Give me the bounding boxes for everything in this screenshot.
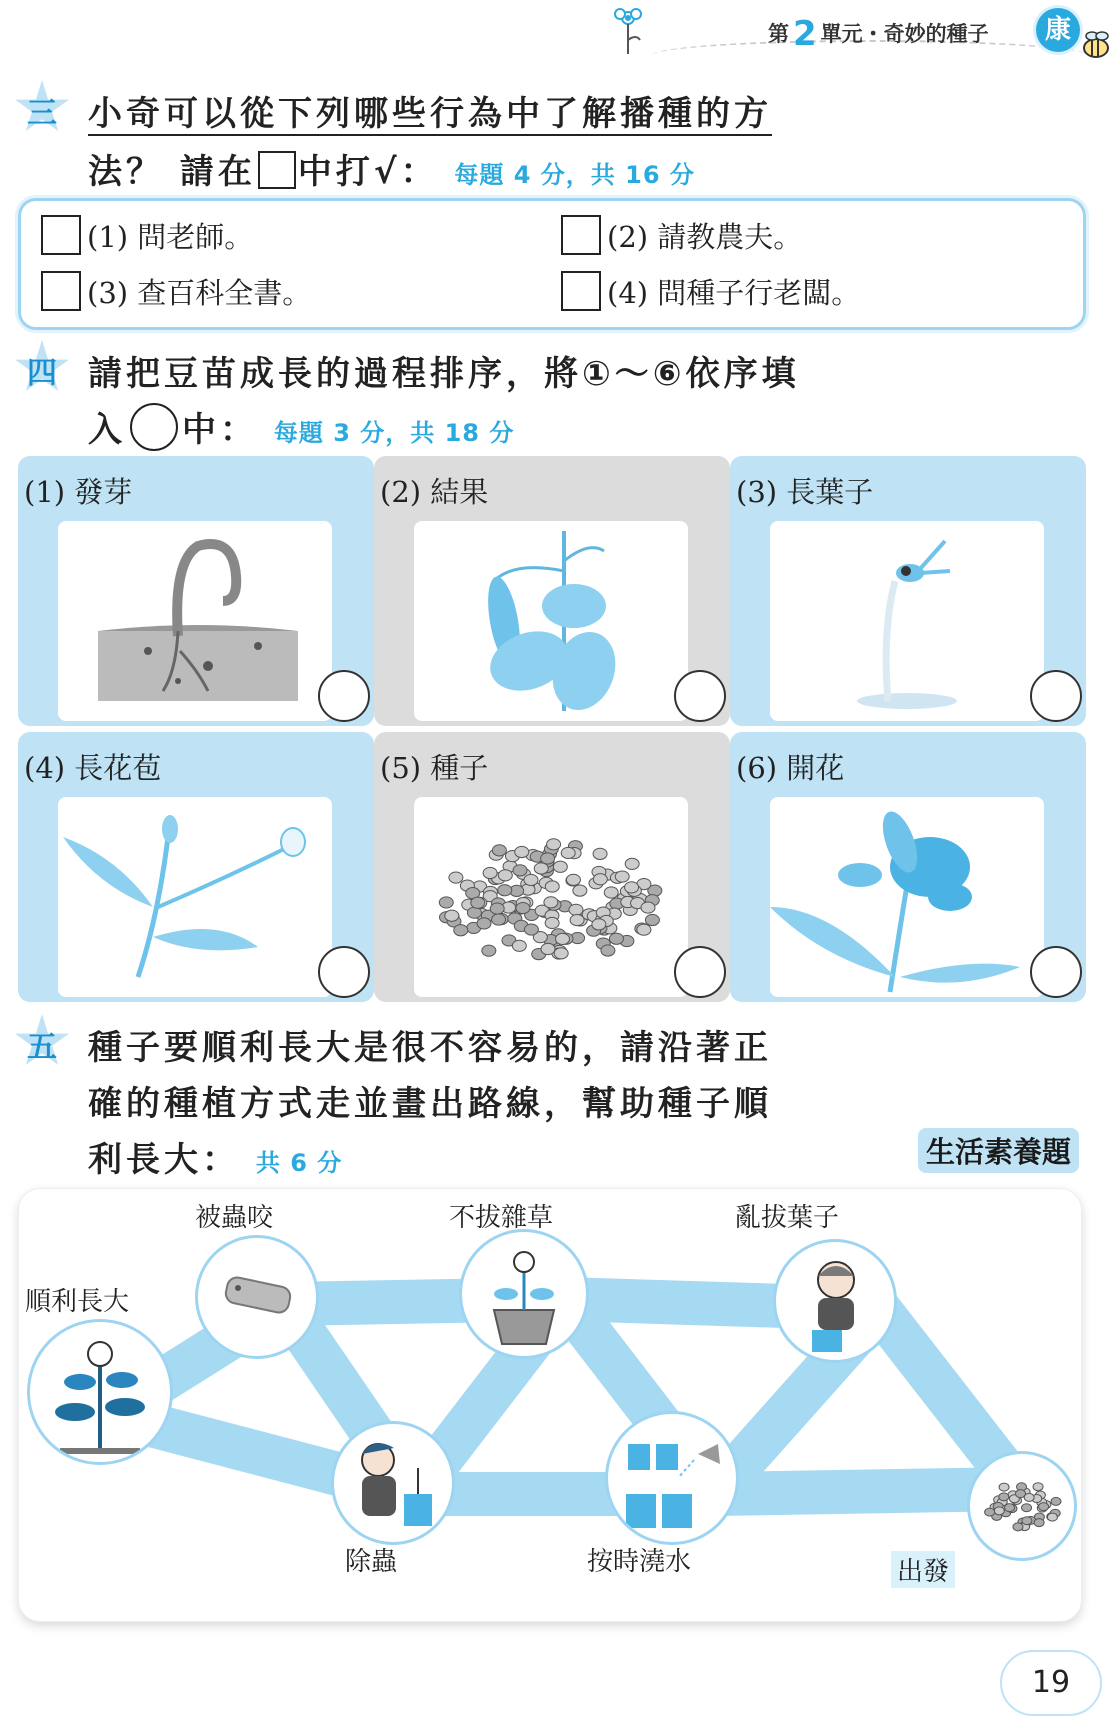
literacy-badge: 生活素養題 — [918, 1128, 1079, 1173]
seed-shape — [541, 943, 555, 954]
question-text-line: 法？ 請在 中打√： 每題 4 分，共 16 分 — [88, 152, 695, 192]
seed-shape — [541, 853, 555, 864]
seed-shape — [492, 845, 506, 856]
question-text-line: 入 中： 每題 3 分，共 18 分 — [88, 402, 514, 451]
answer-checkbox[interactable] — [561, 271, 601, 311]
unit-title: 第 2 單元・奇妙的種子 — [768, 14, 989, 54]
seed-shape — [593, 848, 607, 859]
answer-checkbox[interactable] — [41, 271, 81, 311]
start-label: 出發 — [891, 1551, 955, 1588]
seed-shape — [512, 940, 526, 951]
seed-shape — [999, 1493, 1009, 1501]
node-label: 順利長大 — [25, 1287, 130, 1317]
seed-shape — [556, 933, 570, 944]
seed-shape — [498, 870, 512, 881]
seed-shape — [1039, 1503, 1049, 1511]
node-start[interactable] — [967, 1451, 1077, 1561]
stage-card-sprout — [18, 456, 374, 726]
seed-shape — [994, 1507, 1004, 1515]
stage-label: (3) 長葉子 — [736, 475, 874, 509]
seed-shape — [513, 865, 527, 876]
seed-shape — [545, 917, 559, 928]
seed-shape — [1024, 1493, 1034, 1501]
node-label: 除蟲 — [345, 1547, 398, 1577]
seed-shape — [604, 887, 618, 898]
seed-shape — [625, 858, 639, 869]
score-note: 每題 4 分，共 16 分 — [454, 161, 695, 189]
stage-label: (5) 種子 — [380, 751, 489, 785]
seed-shape — [561, 847, 575, 858]
question-text-line: 種子要順利長大是很不容易的，請沿著正 — [88, 1028, 772, 1068]
stage-card-bud — [18, 732, 374, 1002]
seed-shape — [498, 885, 512, 896]
seed-shape — [1034, 1519, 1044, 1527]
seed-shape — [1047, 1513, 1057, 1521]
seed-shape — [554, 948, 568, 959]
seed-shape — [490, 903, 504, 914]
node-pull-leaves[interactable] — [773, 1239, 897, 1363]
stage-label: (2) 結果 — [380, 475, 489, 509]
seed-shape — [566, 874, 580, 885]
seed-shape — [593, 874, 607, 885]
node-grow-well[interactable] — [27, 1319, 173, 1465]
seed-shape — [483, 867, 497, 878]
section-number: 五 — [27, 1030, 57, 1065]
seed-shape — [547, 839, 561, 850]
bee-icon — [1078, 28, 1116, 62]
seed-shape — [601, 945, 615, 956]
answer-checkbox[interactable] — [561, 215, 601, 255]
stage-label: (6) 開花 — [736, 751, 845, 785]
seed-shape — [553, 861, 567, 872]
seed-shape — [454, 925, 468, 936]
seed-shape — [534, 863, 548, 874]
seed-shape — [449, 872, 463, 883]
seed-shape — [492, 914, 506, 925]
seed-shape — [1051, 1497, 1061, 1505]
node-label: 亂拔葉子 — [735, 1203, 840, 1233]
question-text-line: 小奇可以從下列哪些行為中了解播種的方 — [88, 94, 772, 134]
seed-shape — [573, 885, 587, 896]
seed-shape — [569, 904, 583, 915]
seed-pile-illustration — [414, 797, 688, 997]
answer-circle[interactable] — [1030, 946, 1082, 998]
seed-shape — [570, 914, 584, 925]
answer-circle[interactable] — [674, 946, 726, 998]
stage-card-fruit — [374, 456, 730, 726]
stage-label: (4) 長花苞 — [24, 751, 162, 785]
question-text-line: 請把豆苗成長的過程排序，將①～⑥依序填 — [88, 354, 800, 394]
stage-card-bloom — [730, 732, 1086, 1002]
bean-pod-illustration — [414, 521, 688, 721]
flower-bud-illustration — [58, 797, 332, 997]
seed-shape — [524, 924, 538, 935]
seed-shape — [609, 933, 623, 944]
flower-icon — [606, 4, 650, 56]
question-text-line: 利長大： 共 6 分 — [88, 1140, 343, 1180]
section-number: 三 — [27, 96, 57, 131]
option-item: (2) 請教農夫。 — [561, 215, 802, 256]
node-remove-bugs[interactable] — [331, 1421, 455, 1545]
seed-shape — [515, 846, 529, 857]
option-item: (4) 問種子行老闆。 — [561, 271, 860, 312]
answer-circle[interactable] — [318, 670, 370, 722]
seed-shape — [999, 1483, 1009, 1491]
section-number: 四 — [27, 356, 57, 391]
node-water-on-time[interactable] — [605, 1411, 739, 1545]
seed-shape — [1033, 1483, 1043, 1491]
seed-shape — [985, 1508, 995, 1516]
seed-shape — [1013, 1523, 1023, 1531]
answer-circle[interactable] — [318, 946, 370, 998]
seed-shape — [477, 918, 491, 929]
option-item: (3) 查百科全書。 — [41, 271, 311, 312]
seed-shape — [471, 897, 485, 908]
seed-shape — [439, 897, 453, 908]
seedling-illustration — [770, 521, 1044, 721]
stage-card-seed — [374, 732, 730, 1002]
seed-shape — [625, 882, 639, 893]
answer-circle[interactable] — [674, 670, 726, 722]
answer-checkbox[interactable] — [41, 215, 81, 255]
node-label: 不拔雜草 — [449, 1203, 554, 1233]
seed-shape — [1022, 1504, 1032, 1512]
blooming-flower-illustration — [770, 797, 1044, 997]
option-item: (1) 問老師。 — [41, 215, 253, 256]
inline-circle-sample — [130, 403, 178, 451]
seed-shape — [1005, 1504, 1015, 1512]
seed-shape — [637, 924, 651, 935]
seed-shape — [445, 910, 459, 921]
page-number: 19 — [1000, 1650, 1102, 1716]
seed-shape — [645, 914, 659, 925]
seed-shape — [524, 874, 538, 885]
score-note: 共 6 分 — [255, 1149, 343, 1177]
options-panel — [18, 198, 1086, 330]
seed-shape — [615, 871, 629, 882]
seed-shape — [545, 881, 559, 892]
edition-badge: 康 — [1036, 8, 1080, 52]
node-label: 按時澆水 — [587, 1547, 692, 1577]
question-text-line: 確的種植方式走並畫出路線，幫助種子順 — [88, 1084, 772, 1124]
seed-shape — [544, 897, 558, 908]
node-no-weeding[interactable] — [459, 1229, 589, 1359]
seed-shape — [1022, 1517, 1032, 1525]
inline-checkbox-sample — [258, 151, 296, 189]
seed-shape — [592, 919, 606, 930]
maze-panel — [18, 1188, 1082, 1622]
answer-circle[interactable] — [1030, 670, 1082, 722]
seed-shape — [516, 902, 530, 913]
stage-label: (1) 發芽 — [24, 475, 133, 509]
score-note: 每題 3 分，共 18 分 — [273, 419, 515, 447]
node-label: 被蟲咬 — [195, 1203, 274, 1233]
seed-shape — [482, 945, 496, 956]
sprout-illustration — [58, 521, 332, 721]
seed-shape — [641, 902, 655, 913]
node-bitten[interactable] — [195, 1235, 319, 1359]
stage-card-leaves — [730, 456, 1086, 726]
